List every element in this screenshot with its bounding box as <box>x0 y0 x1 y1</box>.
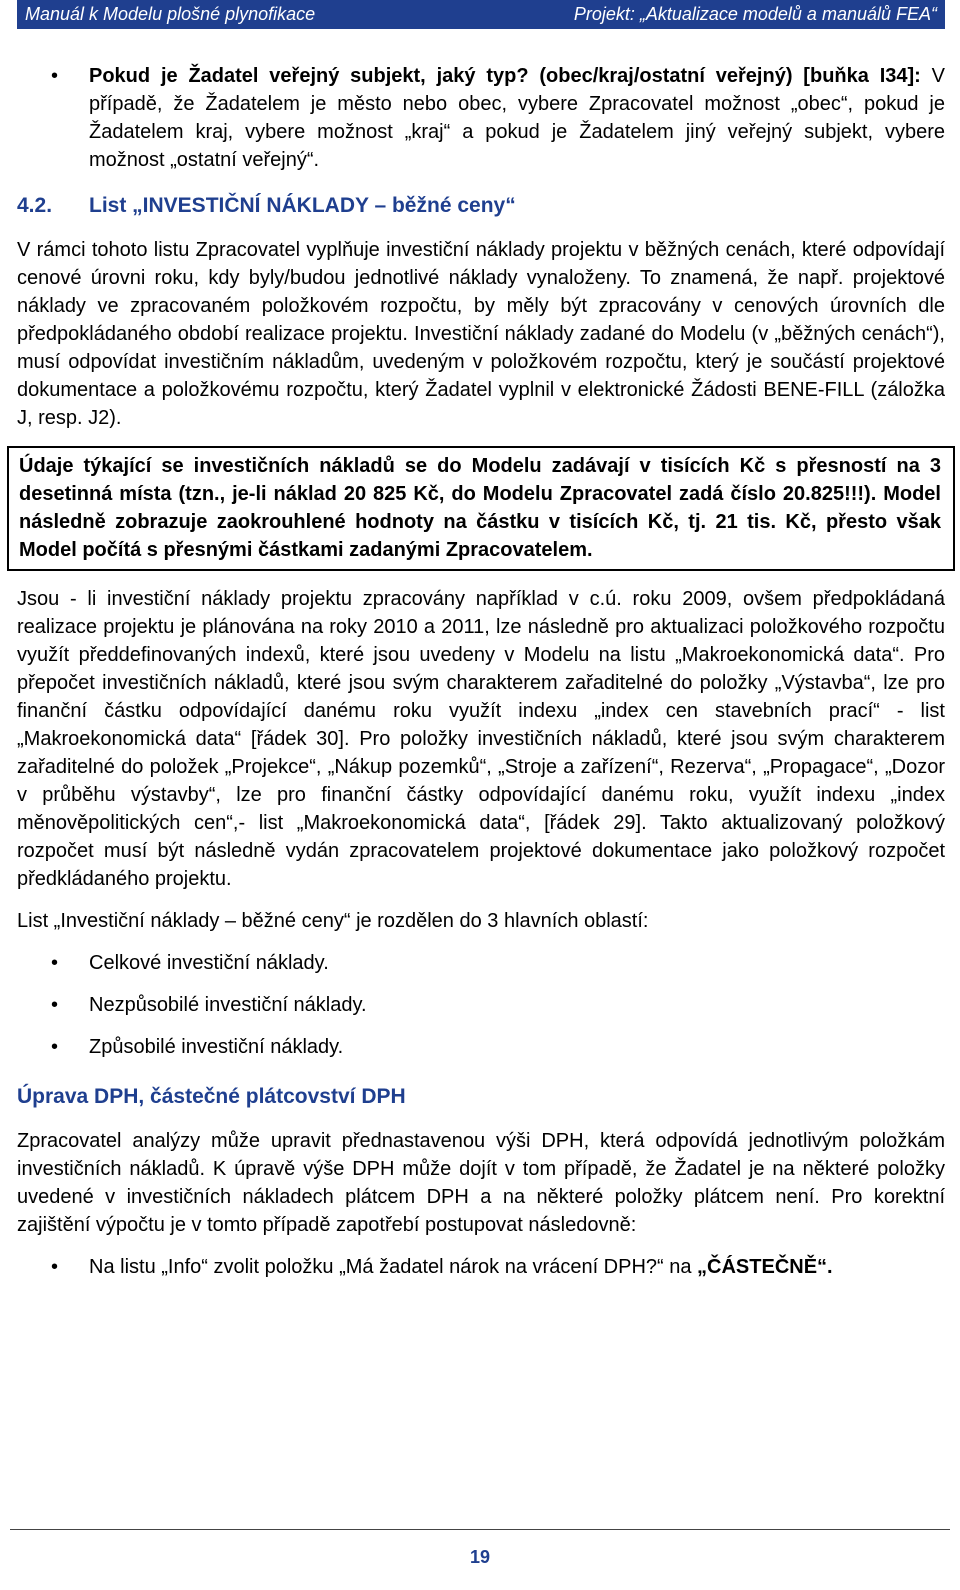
paragraph-intro: V rámci tohoto listu Zpracovatel vyplňuje investiční náklady projektu v běžných cenách, které odpovídají cenové úrovni roku, kdy byly/budou jednotlivé náklady vynaloženy. To znamená, že např. projektové náklady ve zpracovaném položkovém rozpočtu, by měly být zpracovány v cenových úrovních dle předpokládaného období realizace projektu. Investiční náklady zadané do Modelu (v „běžných cenách“), musí odpovídat investičním nákladům, uvedeným v položkovém rozpočtu, který je součástí projektové dokumentace a položkovému rozpočtu, který Žadatel vyplnil v elektronické Žádosti BENE-FILL (záložka J, resp. J2). <box>17 239 945 429</box>
paragraph-areas: List „Investiční náklady – běžné ceny“ je rozdělen do 3 hlavních oblastí: <box>17 910 649 932</box>
paragraph-indexes: Jsou - li investiční náklady projektu zpracovány například v c.ú. roku 2009, ovšem předpokládaná realizace projektu je plánována na roky 2010 a 2011, lze následně pro aktualizaci položkového rozpočtu využít předdefinovaných indexů, které jsou uvedeny v Modelu na listu „Makroekonomická data“. Pro přepočet investičních nákladů, které jsou svým charakterem zařaditelné do položky „Výstavba“, lze pro finanční částku odpovídající danému roku využít indexu „index cen stavebních prací“ - list „Makroekonomická data“ [řádek 30]. Pro položky investičních nákladů, které jsou svým charakterem zařaditelné do položek „Projekce“, „Nákup pozemků“, „Stroje a zařízení“, Rezerva“, „Propagace“, „Dozor v průběhu výstavby“, lze pro finanční částky odpovídající danému roku, využít indexu „index měnověpolitických cen“,- list „Makroekonomická data“, [řádek 29]. Takto aktualizovaný položkový rozpočet musí být následně vydán zpracovatelem projektové dokumentace jako položkový rozpočet předkládaného projektu. <box>17 588 945 890</box>
bullet-bold-option: „ČÁSTEČNĚ“. <box>697 1256 833 1278</box>
header-manual-title: Manuál k Modelu plošné plynofikace <box>25 4 316 24</box>
list-item <box>17 1253 945 1281</box>
highlight-text: Údaje týkající se investičních nákladů se do Modelu zadávají v tisících Kč s přesností na 3 desetinná místa (tzn., je-li náklad 20 825 Kč, do Modelu Zpracovatel zadá číslo 20.825!!!). Model následně zobrazuje zaokrouhlené hodnoty na částku v tisících Kč, tj. 21 tis. Kč, přesto však Model počítá s přesnými částkami zadanými Zpracovatelem. <box>19 455 941 561</box>
page-number: 19 <box>469 1547 491 1567</box>
subheading-dph: Úprava DPH, částečné plátcovství DPH <box>17 1085 406 1108</box>
bullet-list-dph <box>17 1253 945 1281</box>
section-number: 4.2. <box>17 194 53 217</box>
section-heading <box>17 192 945 220</box>
paragraph-dph: Zpracovatel analýzy může upravit přednastavenou výši DPH, která odpovídá jednotlivým položkám investičních nákladů. K úpravě výše DPH může dojít v tom případě, že Žadatel je na některé položky uvedené v investičních nákladech plátcem DPH a na některé položky plátcem není. Pro korektní zajištění výpočtu je v tomto případě zapotřebí postupovat následovně: <box>17 1130 945 1236</box>
page-header <box>17 0 945 29</box>
areas-list <box>17 949 945 1061</box>
list-item: • Způsobilé investiční náklady. <box>17 1033 945 1061</box>
bullet-lead: Pokud je Žadatel veřejný subjekt, jaký typ? (obec/kraj/ostatní veřejný) [buňka I34]: <box>89 65 921 87</box>
bullet-text: Na listu „Info“ zvolit položku „Má žadatel nárok na vrácení DPH?“ na <box>89 1256 698 1278</box>
list-item <box>17 62 945 174</box>
list-item: • Nezpůsobilé investiční náklady. <box>17 991 945 1019</box>
document-body <box>17 62 945 1281</box>
footer-divider <box>10 1529 950 1530</box>
header-project-title: Projekt: „Aktualizace modelů a manuálů FEA“ <box>573 4 937 24</box>
section-title: List „INVESTIČNÍ NÁKLADY – běžné ceny“ <box>89 194 516 217</box>
bullet-list-public-subject <box>17 62 945 174</box>
list-item: • Celkové investiční náklady. <box>17 949 945 977</box>
bullet-text: V případě, že Žadatelem je město nebo obec, vybere Zpracovatel možnost „obec“, pokud je Žadatelem kraj, vybere možnost „kraj“ a pokud je Žadatelem jiný veřejný subjekt, vybere možnost „ostatní veřejný“. <box>89 65 945 171</box>
highlight-box <box>7 446 955 571</box>
